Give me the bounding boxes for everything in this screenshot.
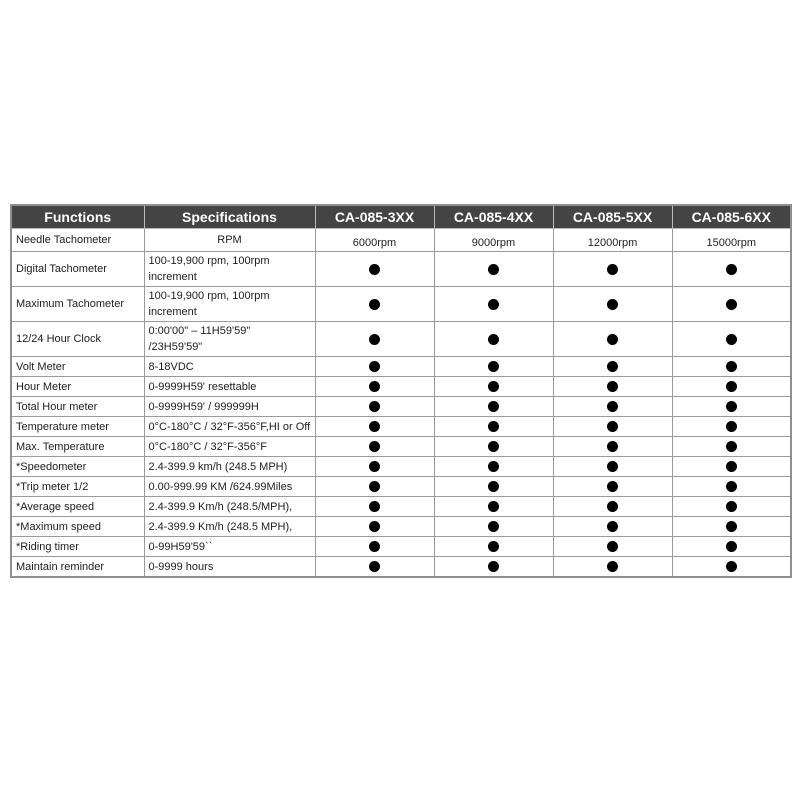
availability-cell (672, 497, 791, 517)
function-cell: *Average speed (11, 497, 144, 517)
availability-cell (672, 417, 791, 437)
availability-cell (672, 437, 791, 457)
filled-dot-icon (726, 521, 737, 532)
table-row (11, 517, 791, 537)
function-cell: Max. Temperature (11, 437, 144, 457)
availability-cell (553, 517, 672, 537)
specification-line: 0:00'00" – 11H59'59" (148, 325, 251, 337)
availability-cell (434, 457, 553, 477)
availability-cell (553, 437, 672, 457)
availability-cell (672, 557, 791, 578)
filled-dot-icon (726, 461, 737, 472)
availability-cell (553, 417, 672, 437)
filled-dot-icon (369, 401, 380, 412)
specification-line: 100-19,900 rpm, 100rpm (148, 290, 270, 302)
availability-cell (315, 252, 434, 287)
filled-dot-icon (726, 401, 737, 412)
availability-cell (434, 497, 553, 517)
filled-dot-icon (726, 441, 737, 452)
availability-cell (553, 397, 672, 417)
table-row (11, 417, 791, 437)
filled-dot-icon (369, 521, 380, 532)
filled-dot-icon (369, 441, 380, 452)
header-model-3: CA-085-5XX (553, 205, 672, 229)
filled-dot-icon (607, 441, 618, 452)
availability-cell (315, 322, 434, 357)
function-cell: Volt Meter (11, 357, 144, 377)
filled-dot-icon (607, 264, 618, 275)
filled-dot-icon (726, 481, 737, 492)
availability-cell (315, 417, 434, 437)
filled-dot-icon (488, 264, 499, 275)
availability-cell (315, 397, 434, 417)
filled-dot-icon (369, 299, 380, 310)
availability-cell (434, 537, 553, 557)
filled-dot-icon (488, 361, 499, 372)
table-row (11, 497, 791, 517)
filled-dot-icon (607, 421, 618, 432)
availability-cell (434, 397, 553, 417)
function-cell: *Speedometer (11, 457, 144, 477)
filled-dot-icon (369, 361, 380, 372)
specification-cell (144, 322, 315, 357)
specification-line: increment (148, 271, 197, 283)
availability-cell (553, 477, 672, 497)
availability-cell (434, 287, 553, 322)
filled-dot-icon (726, 561, 737, 572)
specification-cell: 2.4-399.9 km/h (248.5 MPH) (144, 457, 315, 477)
availability-cell (672, 322, 791, 357)
availability-cell (434, 437, 553, 457)
specification-line: /23H59'59" (148, 341, 203, 353)
function-cell: Temperature meter (11, 417, 144, 437)
availability-cell (553, 557, 672, 578)
table-body (11, 229, 791, 578)
specification-cell: 0-9999H59' resettable (144, 377, 315, 397)
filled-dot-icon (607, 381, 618, 392)
filled-dot-icon (488, 441, 499, 452)
filled-dot-icon (726, 541, 737, 552)
availability-cell (434, 417, 553, 437)
availability-cell (434, 357, 553, 377)
filled-dot-icon (607, 401, 618, 412)
filled-dot-icon (607, 541, 618, 552)
availability-cell (553, 457, 672, 477)
filled-dot-icon (369, 421, 380, 432)
availability-cell (315, 437, 434, 457)
table-row (11, 377, 791, 397)
specification-cell: 2.4-399.9 Km/h (248.5 MPH), (144, 517, 315, 537)
availability-cell (315, 477, 434, 497)
table-row (11, 322, 791, 357)
availability-cell (672, 517, 791, 537)
function-cell: Digital Tachometer (11, 252, 144, 287)
availability-cell (434, 322, 553, 357)
function-cell: Total Hour meter (11, 397, 144, 417)
table-row (11, 477, 791, 497)
filled-dot-icon (607, 361, 618, 372)
filled-dot-icon (607, 461, 618, 472)
table-row (11, 229, 791, 252)
availability-cell (315, 517, 434, 537)
specification-cell: 0°C-180°C / 32°F-356°F,HI or Off (144, 417, 315, 437)
filled-dot-icon (488, 334, 499, 345)
table-row (11, 252, 791, 287)
availability-cell (672, 537, 791, 557)
availability-cell (315, 377, 434, 397)
table-row (11, 557, 791, 578)
header-model-2: CA-085-4XX (434, 205, 553, 229)
function-cell: Maximum Tachometer (11, 287, 144, 322)
rpm-value-cell: 15000rpm (672, 229, 791, 252)
spec-table (10, 204, 792, 578)
filled-dot-icon (726, 381, 737, 392)
availability-cell (315, 287, 434, 322)
specification-line: increment (148, 306, 197, 318)
filled-dot-icon (369, 501, 380, 512)
specification-cell: 0.00-999.99 KM /624.99Miles (144, 477, 315, 497)
header-row (11, 205, 791, 229)
table-row (11, 397, 791, 417)
availability-cell (553, 497, 672, 517)
filled-dot-icon (369, 381, 380, 392)
filled-dot-icon (488, 561, 499, 572)
availability-cell (553, 252, 672, 287)
availability-cell (315, 457, 434, 477)
availability-cell (434, 377, 553, 397)
filled-dot-icon (369, 481, 380, 492)
function-cell: Hour Meter (11, 377, 144, 397)
specification-cell (144, 252, 315, 287)
filled-dot-icon (369, 541, 380, 552)
rpm-value-cell: 9000rpm (434, 229, 553, 252)
function-cell: 12/24 Hour Clock (11, 322, 144, 357)
availability-cell (553, 287, 672, 322)
availability-cell (553, 322, 672, 357)
filled-dot-icon (488, 401, 499, 412)
table-row (11, 287, 791, 322)
availability-cell (315, 497, 434, 517)
availability-cell (553, 357, 672, 377)
availability-cell (553, 377, 672, 397)
specification-line: 100-19,900 rpm, 100rpm (148, 255, 270, 267)
filled-dot-icon (369, 561, 380, 572)
specification-cell: 8-18VDC (144, 357, 315, 377)
filled-dot-icon (488, 501, 499, 512)
filled-dot-icon (726, 264, 737, 275)
filled-dot-icon (726, 334, 737, 345)
filled-dot-icon (726, 361, 737, 372)
specification-cell: 0-99H59'59`` (144, 537, 315, 557)
rpm-value-cell: 12000rpm (553, 229, 672, 252)
table-row (11, 357, 791, 377)
filled-dot-icon (369, 461, 380, 472)
availability-cell (672, 377, 791, 397)
filled-dot-icon (607, 481, 618, 492)
filled-dot-icon (607, 561, 618, 572)
availability-cell (434, 557, 553, 578)
filled-dot-icon (488, 521, 499, 532)
filled-dot-icon (488, 481, 499, 492)
filled-dot-icon (726, 421, 737, 432)
table-row (11, 457, 791, 477)
filled-dot-icon (607, 501, 618, 512)
specification-cell (144, 287, 315, 322)
specification-cell: 0-9999H59' / 999999H (144, 397, 315, 417)
filled-dot-icon (726, 501, 737, 512)
function-cell: Needle Tachometer (11, 229, 144, 252)
availability-cell (672, 457, 791, 477)
availability-cell (672, 357, 791, 377)
filled-dot-icon (369, 334, 380, 345)
filled-dot-icon (488, 421, 499, 432)
header-functions: Functions (11, 205, 144, 229)
specification-cell: RPM (144, 229, 315, 252)
rpm-value-cell: 6000rpm (315, 229, 434, 252)
filled-dot-icon (369, 264, 380, 275)
availability-cell (672, 477, 791, 497)
availability-cell (434, 477, 553, 497)
availability-cell (315, 537, 434, 557)
filled-dot-icon (607, 521, 618, 532)
availability-cell (315, 357, 434, 377)
specification-cell: 2.4-399.9 Km/h (248.5/MPH), (144, 497, 315, 517)
availability-cell (672, 397, 791, 417)
function-cell: *Trip meter 1/2 (11, 477, 144, 497)
filled-dot-icon (488, 541, 499, 552)
filled-dot-icon (726, 299, 737, 310)
header-model-1: CA-085-3XX (315, 205, 434, 229)
filled-dot-icon (488, 461, 499, 472)
availability-cell (434, 517, 553, 537)
function-cell: *Maximum speed (11, 517, 144, 537)
table-row (11, 537, 791, 557)
availability-cell (315, 557, 434, 578)
availability-cell (553, 537, 672, 557)
table-row (11, 437, 791, 457)
filled-dot-icon (607, 299, 618, 310)
header-specifications: Specifications (144, 205, 315, 229)
availability-cell (434, 252, 553, 287)
header-model-4: CA-085-6XX (672, 205, 791, 229)
specification-cell: 0°C-180°C / 32°F-356°F (144, 437, 315, 457)
filled-dot-icon (607, 334, 618, 345)
filled-dot-icon (488, 299, 499, 310)
availability-cell (672, 287, 791, 322)
filled-dot-icon (488, 381, 499, 392)
availability-cell (672, 252, 791, 287)
function-cell: *Riding timer (11, 537, 144, 557)
specification-cell: 0-9999 hours (144, 557, 315, 578)
function-cell: Maintain reminder (11, 557, 144, 578)
